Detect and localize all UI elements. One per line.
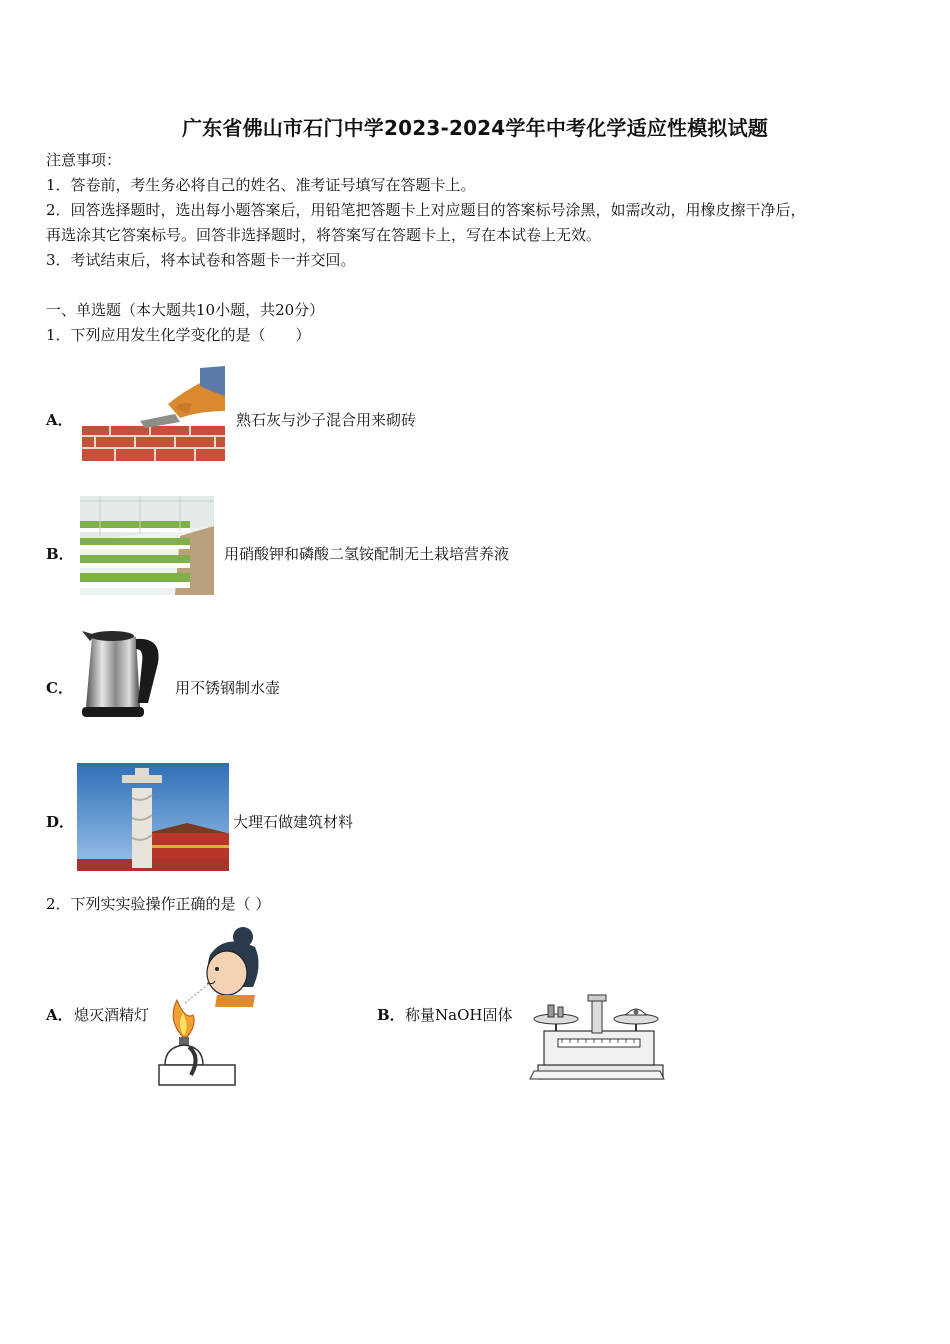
greenhouse-image bbox=[80, 496, 214, 595]
option-d-letter: D． bbox=[46, 813, 75, 831]
section-heading: 一、单选题（本大题共10小题，共20分） bbox=[46, 301, 325, 319]
notice-item-1: 1．答卷前，考生务必将自己的姓名、准考证号填写在答题卡上。 bbox=[46, 176, 476, 194]
kettle-image bbox=[78, 623, 162, 721]
option-b-text: 用硝酸钾和磷酸二氢铵配制无土栽培营养液 bbox=[224, 545, 510, 563]
option-2b-text: 称量NaOH固体 bbox=[405, 1006, 513, 1024]
blowing-out-lamp-image bbox=[155, 925, 265, 1090]
page-title: 广东省佛山市石门中学2023-2024学年中考化学适应性模拟试题 bbox=[181, 116, 769, 140]
balance-scale-image bbox=[528, 993, 666, 1085]
option-b-letter: B． bbox=[46, 545, 74, 563]
option-2a-text: 熄灭酒精灯 bbox=[74, 1006, 150, 1024]
marble-pillar-image bbox=[77, 763, 229, 871]
option-a-letter: A． bbox=[46, 411, 73, 429]
notice-heading: 注意事项： bbox=[46, 151, 122, 169]
notice-item-3: 3．考试结束后，将本试卷和答题卡一并交回。 bbox=[46, 251, 356, 269]
notice-item-2: 2．回答选择题时，选出每小题答案后，用铅笔把答题卡上对应题目的答案标号涂黑，如需改动，用橡皮擦干净后， bbox=[46, 201, 806, 219]
option-2a-letter: A． bbox=[46, 1006, 73, 1024]
question-1-stem: 1．下列应用发生化学变化的是（ ） bbox=[46, 326, 311, 344]
option-2b-letter: B． bbox=[377, 1006, 405, 1024]
notice-item-2-cont: 再选涂其它答案标号。回答非选择题时，将答案写在答题卡上，写在本试卷上无效。 bbox=[46, 226, 602, 244]
option-d-text: 大理石做建筑材料 bbox=[233, 813, 354, 831]
bricklaying-image bbox=[80, 366, 225, 461]
question-2-stem: 2．下列实实验操作正确的是（ ） bbox=[46, 895, 271, 913]
option-c-letter: C． bbox=[46, 679, 73, 697]
option-a-text: 熟石灰与沙子混合用来砌砖 bbox=[236, 411, 417, 429]
option-c-text: 用不锈钢制水壶 bbox=[175, 679, 281, 697]
